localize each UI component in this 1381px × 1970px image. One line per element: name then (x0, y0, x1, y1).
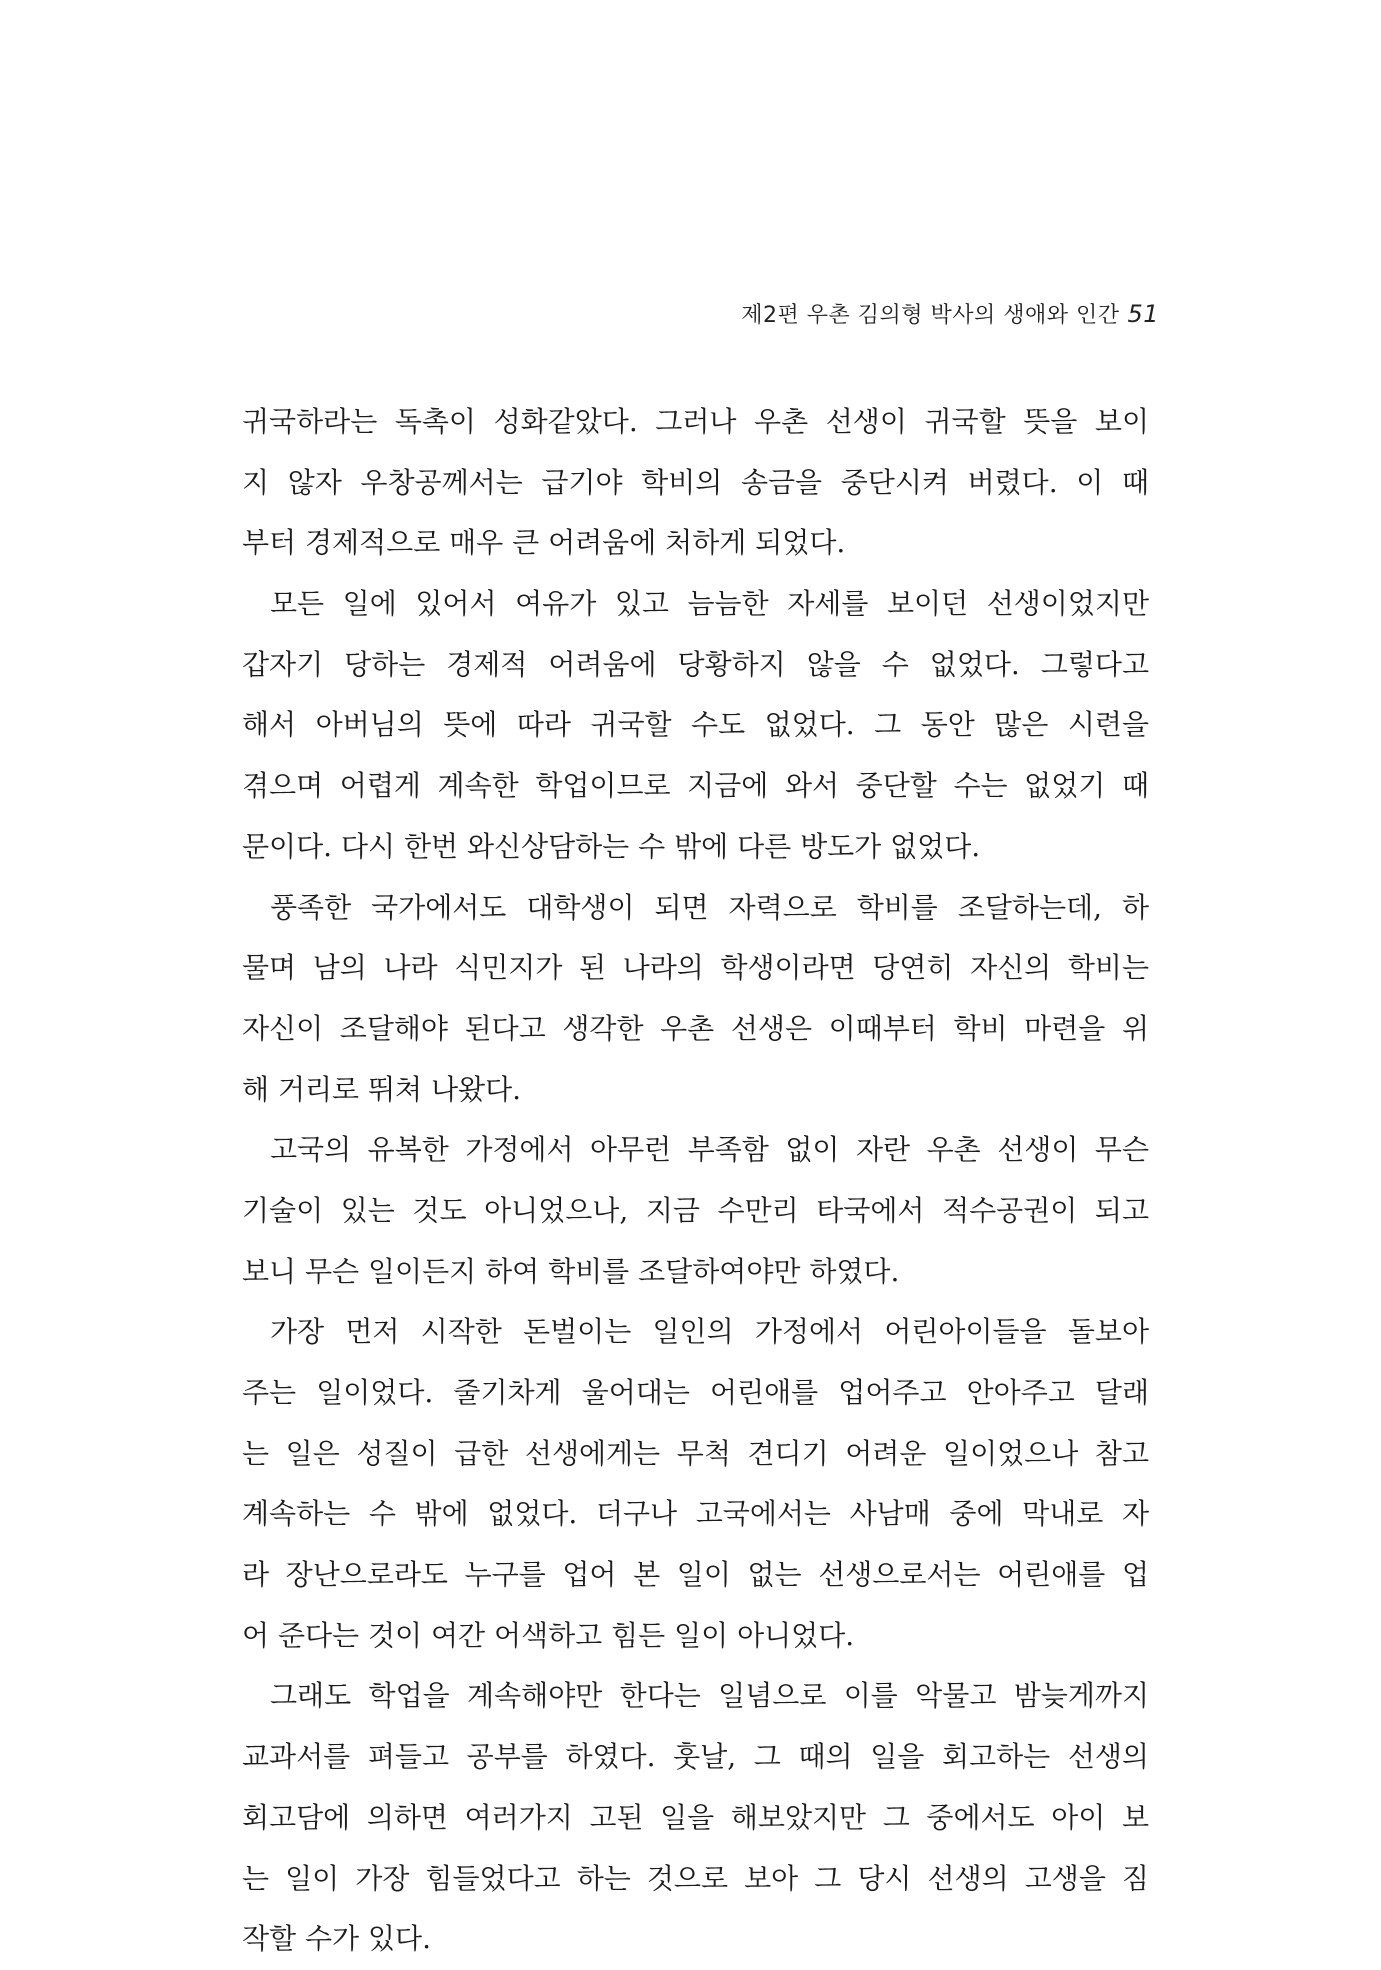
paragraph (242, 1302, 1149, 1666)
paragraph (242, 574, 1149, 877)
paragraph (242, 878, 1149, 1121)
body-text (242, 392, 1149, 1970)
text-line: 해서 아버님의 뜻에 따라 귀국할 수도 없었다. 그 동안 많은 시련을 (242, 708, 1149, 742)
running-header (741, 298, 1159, 329)
text-line: 라 장난으로라도 누구를 업어 본 일이 없는 선생으로서는 어린애를 업 (242, 1558, 1149, 1592)
text-line: 가장 먼저 시작한 돈벌이는 일인의 가정에서 어린아이들을 돌보아 (270, 1315, 1149, 1349)
text-line: 교과서를 펴들고 공부를 하였다. 훗날, 그 때의 일을 회고하는 선생의 (242, 1740, 1149, 1774)
running-title: 제2편 우촌 김의형 박사의 생애와 인간 (741, 303, 1120, 328)
text-line: 귀국하라는 독촉이 성화같았다. 그러나 우촌 선생이 귀국할 뜻을 보이 (242, 405, 1149, 438)
text-line: 작할 수가 있다. (242, 1922, 431, 1956)
text-line: 해 거리로 뛰쳐 나왔다. (242, 1072, 522, 1106)
text-line: 갑자기 당하는 경제적 어려움에 당황하지 않을 수 없었다. 그렇다고 (242, 647, 1149, 681)
text-line: 는 일은 성질이 급한 선생에게는 무척 견디기 어려운 일이었으나 참고 (242, 1436, 1149, 1470)
text-line: 그래도 학업을 계속해야만 한다는 일념으로 이를 악물고 밤늦게까지 (270, 1679, 1149, 1713)
text-line: 기술이 있는 것도 아니었으나, 지금 수만리 타국에서 적수공권이 되고 (242, 1193, 1149, 1227)
text-line: 물며 남의 나라 식민지가 된 나라의 학생이라면 당연히 자신의 학비는 (242, 951, 1149, 985)
text-line: 자신이 조달해야 된다고 생각한 우촌 선생은 이때부터 학비 마련을 위 (242, 1011, 1149, 1045)
text-line: 어 준다는 것이 여간 어색하고 힘든 일이 아니었다. (242, 1618, 855, 1652)
text-line: 부터 경제적으로 매우 큰 어려움에 처하게 되었다. (242, 526, 846, 560)
text-line: 회고담에 의하면 여러가지 고된 일을 해보았지만 그 중에서도 아이 보 (242, 1800, 1149, 1834)
paragraph (242, 1666, 1149, 1969)
paragraph (242, 1120, 1149, 1302)
text-line: 지 않자 우창공께서는 급기야 학비의 송금을 중단시켜 버렸다. 이 때 (242, 465, 1149, 499)
text-line: 주는 일이었다. 줄기차게 울어대는 어린애를 업어주고 안아주고 달래 (242, 1376, 1149, 1409)
text-line: 문이다. 다시 한번 와신상담하는 수 밖에 다른 방도가 없었다. (242, 829, 981, 863)
text-line: 보니 무슨 일이든지 하여 학비를 조달하여야만 하였다. (242, 1254, 900, 1288)
text-line: 고국의 유복한 가정에서 아무런 부족함 없이 자란 우촌 선생이 무슨 (270, 1133, 1149, 1167)
text-line: 는 일이 가장 힘들었다고 하는 것으로 보아 그 당시 선생의 고생을 짐 (242, 1861, 1149, 1895)
text-line: 계속하는 수 밖에 없었다. 더구나 고국에서는 사남매 중에 막내로 자 (242, 1497, 1149, 1531)
paragraph (242, 392, 1149, 574)
text-line: 풍족한 국가에서도 대학생이 되면 자력으로 학비를 조달하는데, 하 (270, 890, 1149, 924)
text-line: 모든 일에 있어서 여유가 있고 늠늠한 자세를 보이던 선생이었지만 (270, 587, 1149, 621)
page-number: 51 (1127, 300, 1159, 328)
text-line: 겪으며 어렵게 계속한 학업이므로 지금에 와서 중단할 수는 없었기 때 (242, 769, 1149, 803)
